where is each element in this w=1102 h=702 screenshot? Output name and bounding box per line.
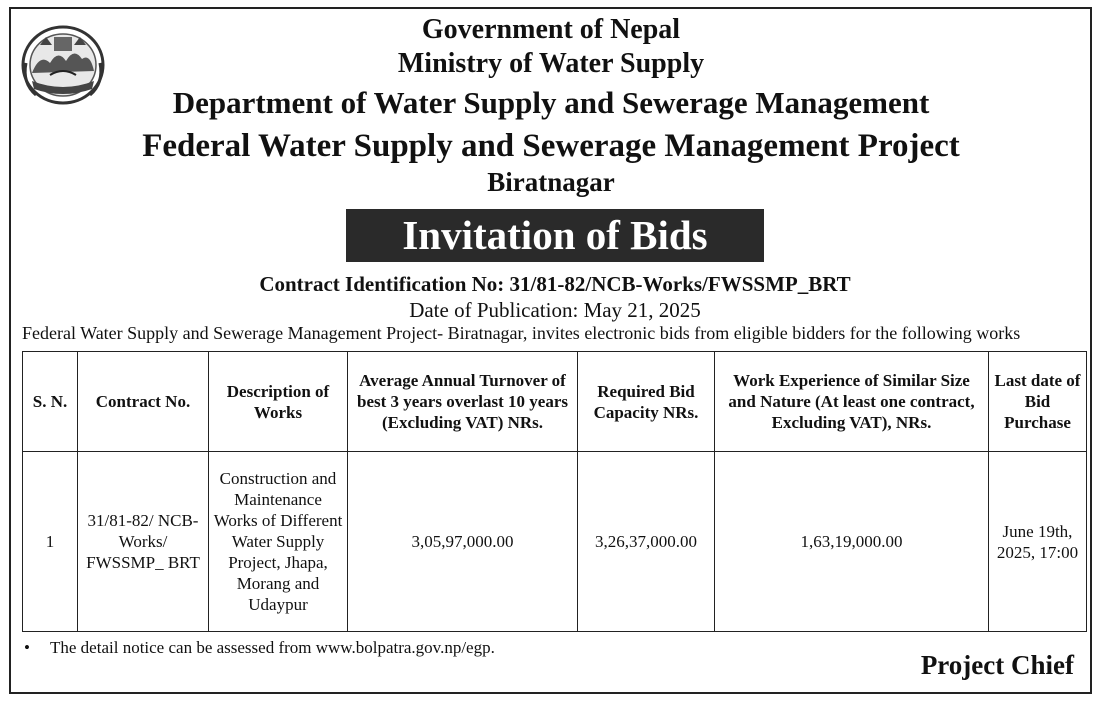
header-description: Description of Works [209,352,348,452]
table-header-row [23,352,1087,452]
header-experience: Work Experience of Similar Size and Nature (At least one contract, Excluding VAT), NRs. [715,352,989,452]
header-capacity: Required Bid Capacity NRs. [578,352,715,452]
header-turnover: Average Annual Turnover of best 3 years overlast 10 years (Excluding VAT) NRs. [348,352,578,452]
publication-date: Date of Publication: May 21, 2025 [409,298,701,322]
cell-sn: 1 [23,452,78,632]
header-project: Federal Water Supply and Sewerage Management Project [142,128,960,164]
header-government: Government of Nepal [421,14,681,45]
cell-description: Construction and Maintenance Works of Different Water Supply Project, Jhapa, Morang and Udaypur [209,452,348,632]
header-ministry: Ministry of Water Supply [397,48,705,79]
signature-project-chief: Project Chief [920,650,1074,680]
invitation-banner: Invitation of Bids [346,209,764,262]
header-location: Biratnagar [487,167,615,197]
cell-experience: 1,63,19,000.00 [715,452,989,632]
cell-capacity: 3,26,37,000.00 [578,452,715,632]
cell-last-date: June 19th, 2025, 17:00 [989,452,1087,632]
header-sn: S. N. [23,352,78,452]
header-department: Department of Water Supply and Sewerage Management [172,85,930,120]
cell-turnover: 3,05,97,000.00 [348,452,578,632]
detail-note-text: The detail notice can be assessed from www.bolpatra.gov.np/egp. [50,638,495,657]
bids-table [22,351,1087,632]
header-last-date: Last date of Bid Purchase [989,352,1087,452]
header-contract-no: Contract No. [78,352,209,452]
contract-identification: Contract Identification No: 31/81-82/NCB-Works/FWSSMP_BRT [259,272,851,296]
cell-contract-no: 31/81-82/ NCB-Works/ FWSSMP_ BRT [78,452,209,632]
intro-text: Federal Water Supply and Sewerage Management Project- Biratnagar, invites electronic bids from eligible bidders for the following works [22,323,1021,343]
detail-note [24,638,495,658]
table-row [23,452,1087,632]
bullet-icon: • [24,638,30,657]
